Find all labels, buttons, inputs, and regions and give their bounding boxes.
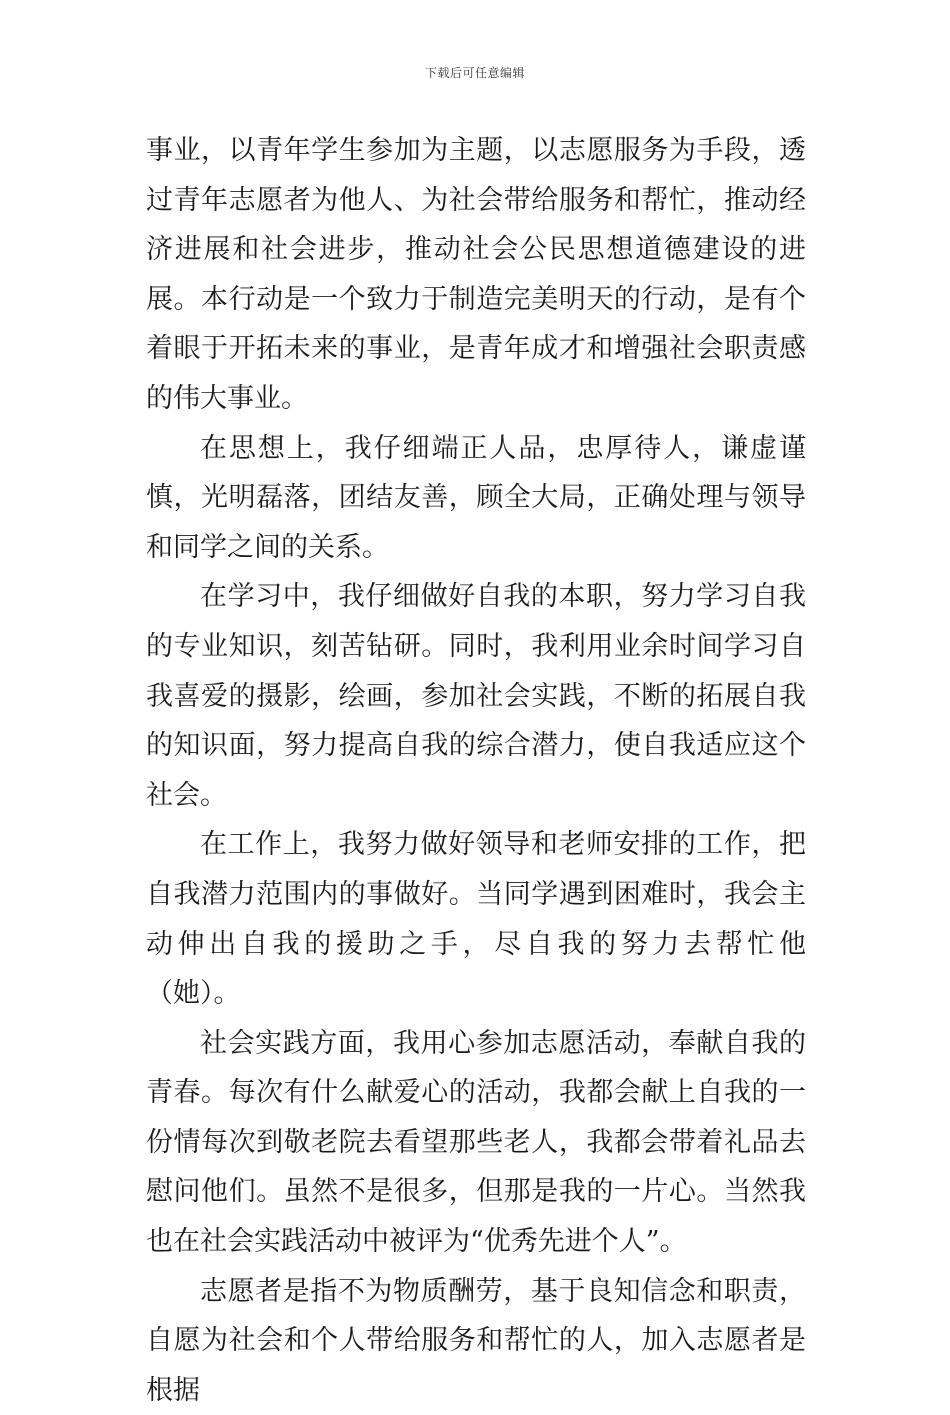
paragraph-study: 在学习中，我仔细做好自我的本职，努力学习自我的专业知识，刻苦钻研。同时，我利用业余时间学习自我喜爱的摄影，绘画，参加社会实践，不断的拓展自我的知识面，努力提高自我的综合潜力，使自我适应这个社会。 <box>146 581 806 811</box>
document-body <box>146 126 806 1415</box>
paragraph-work: 在工作上，我努力做好领导和老师安排的工作，把自我潜力范围内的事做好。当同学遇到困难时，我会主动伸出自我的援助之手，尽自我的努力去帮忙他（她）。 <box>146 829 806 1010</box>
paragraph-social-practice: 社会实践方面，我用心参加志愿活动，奉献自我的青春。每次有什么献爱心的活动，我都会献上自我的一份情每次到敬老院去看望那些老人，我都会带着礼品去慰问他们。虽然不是很多，但那是我的一片心。当然我也在社会实践活动中被评为“优秀先进个人”。 <box>146 1027 806 1258</box>
paragraph-thought: 在思想上，我仔细端正人品，忠厚待人，谦虚谨慎，光明磊落，团结友善，顾全大局，正确处理与领导和同学之间的关系。 <box>146 432 806 563</box>
page-header: 下载后可任意编辑 <box>424 66 525 80</box>
paragraph-continuation: 事业，以青年学生参加为主题，以志愿服务为手段，透过青年志愿者为他人、为社会带给服务和帮忙，推动经济进展和社会进步，推动社会公民思想道德建设的进展。本行动是一个致力于制造完美明天的行动，是有个着眼于开拓未来的事业，是青年成才和增强社会职责感的伟大事业。 <box>146 135 806 414</box>
paragraph-volunteer: 志愿者是指不为物质酬劳，基于良知信念和职责，自愿为社会和个人带给服务和帮忙的人，加入志愿者是根据 <box>146 1275 806 1406</box>
